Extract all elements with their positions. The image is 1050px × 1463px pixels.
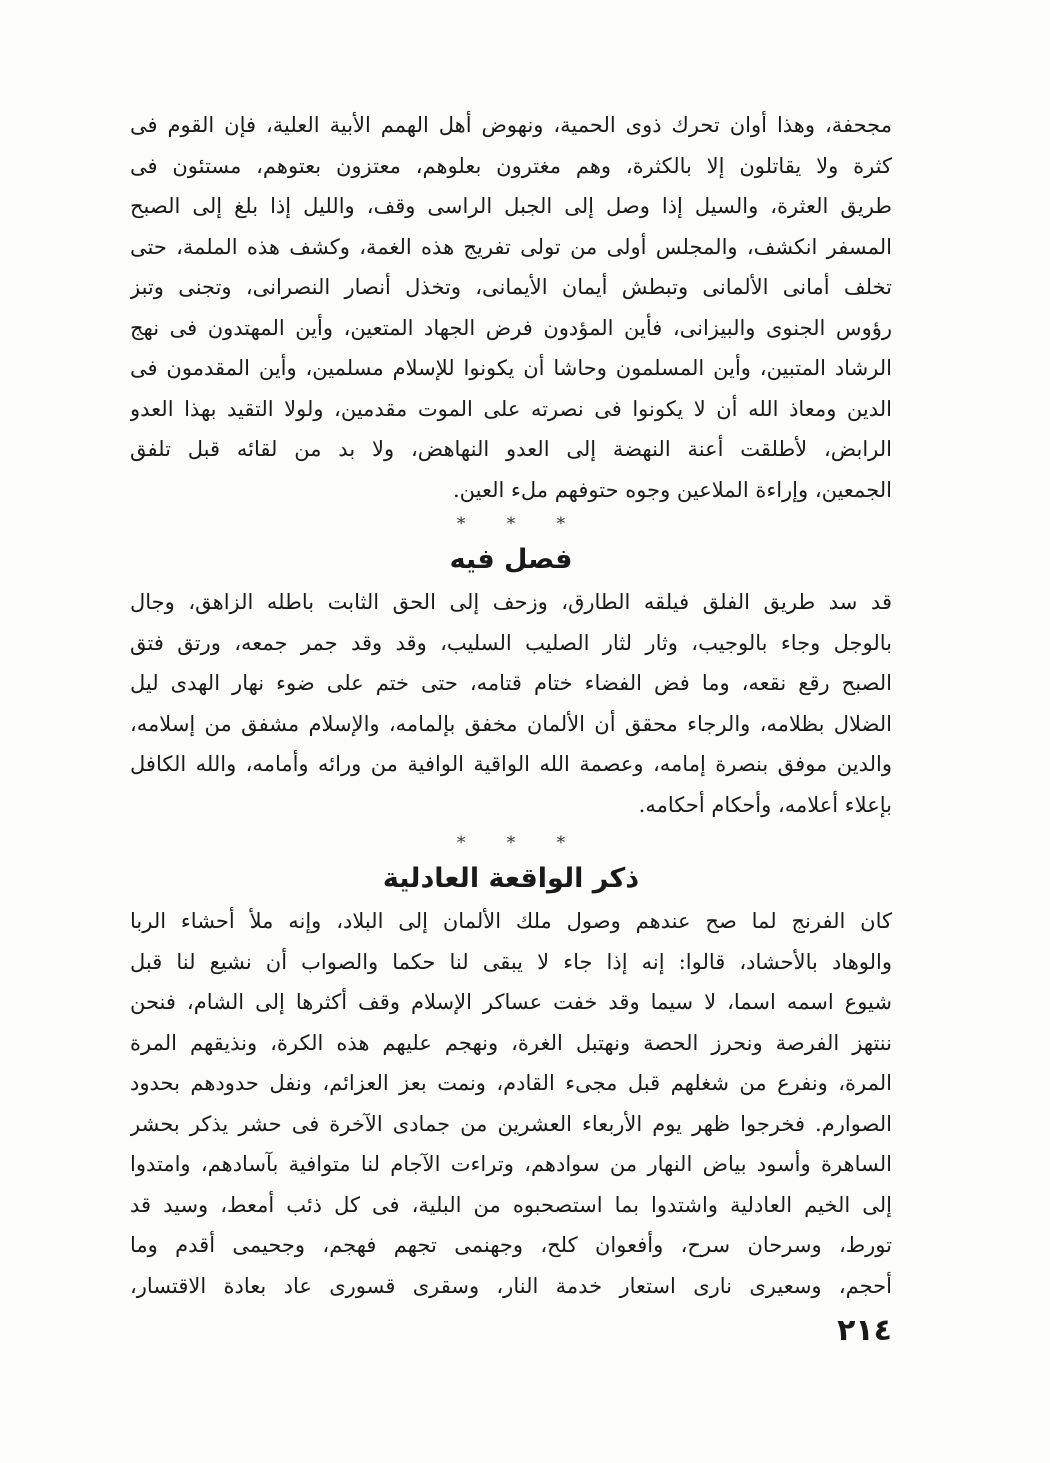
text-line: والدين موفق بنصرة إمامه، وعصمة الله الواقية الوافية من ورائه وأمامه، والله الكافل bbox=[130, 752, 892, 776]
paragraph-2 bbox=[130, 582, 892, 825]
text-line: الرشاد المتبين، وأين المسلمون وحاشا أن يكونوا للإسلام مسلمين، وأين المقدمون فى bbox=[130, 356, 892, 380]
text-line: كثرة ولا يقاتلون إلا بالكثرة، وهم مغترون بعلوهم، معتزون بعتوهم، مستئون فى bbox=[130, 153, 892, 178]
text-line: إلى الخيم العادلية واشتدوا بما استصحبوه من البلية، فى كل ذئب أمعط، وسيد قد bbox=[130, 1192, 892, 1217]
section-separator: * * * bbox=[456, 514, 584, 534]
text-line: أحجم، وسعيرى نارى استعار خدمة النار، وسقرى قسورى عاد بعادة الاقتسار، bbox=[130, 1273, 892, 1298]
text-line: الصوارم. فخرجوا ظهر يوم الأربعاء العشرين من جمادى الآخرة فى حشر يذكر بحشر bbox=[130, 1111, 892, 1136]
text-line: طريق العثرة، والسيل إذا وصل إلى الجبل الراسى وقف، والليل إذا بلغ إلى الصبح bbox=[130, 194, 892, 218]
section-heading: ذكر الواقعة العادلية bbox=[382, 863, 640, 894]
text-line: مجحفة، وهذا أوان تحرك ذوى الحمية، ونهوض أهل الهمم الأبية العلية، فإن القوم فى bbox=[130, 113, 892, 137]
text-line: ننتهز الفرصة ونحرز الحصة ونهتبل الغرة، ونهجم عليهم هذه الكرة، ونذيقهم المرة bbox=[130, 1030, 892, 1055]
text-line: والوهاد بالأحشاد، قالوا: إنه إذا جاء لا يبقى لنا حكما والصواب أن نشيع لنا قبل bbox=[130, 949, 892, 974]
text-line: الضلال بظلامه، والرجاء محقق أن الألمان مخفق بإلمامه، والإسلام مشفق من إسلامه، bbox=[130, 711, 892, 736]
paragraph-3 bbox=[130, 901, 892, 1306]
text-line: تخلف أمانى الألمانى وتبطش أيمان الأيمانى، وتخذل أنصار النصرانى، وتجنى وتبز bbox=[130, 275, 892, 299]
text-line: الساهرة وأسود بياض النهار من سوادهم، وتراءت الآجام لنا متوافية بآسادهم، وامتدوا bbox=[130, 1152, 892, 1176]
section-heading: فصل فيه bbox=[449, 544, 573, 575]
text-line: الصبح رقع نقعه، وما فض الفضاء ختام قتامه، حتى ختم على ضوء نهار الهدى ليل bbox=[130, 671, 892, 695]
text-line: المسفر انكشف، والمجلس أولى من تولى تفريج هذه الغمة، وكشف هذه الملمة، حتى bbox=[130, 234, 892, 259]
text-column bbox=[130, 105, 892, 1306]
text-line: الجمعين، وإراءة الملاعين وجوه حتوفهم ملء العين. bbox=[452, 477, 892, 502]
text-line: قد سد طريق الفلق فيلقه الطارق، وزحف إلى الحق الثابت باطله الزاهق، وجال bbox=[130, 590, 892, 614]
text-line: الدين ومعاذ الله أن لا يكونوا فى نصرته على الموت مقدمين، ولولا التقيد بهذا العدو bbox=[130, 396, 892, 421]
text-line: رؤوس الجنوى والبيزانى، فأين المؤدون فرض الجهاد المتعين، وأين المهتدون فى نهج bbox=[130, 315, 892, 340]
section-separator: * * * bbox=[456, 833, 584, 853]
paragraph-1 bbox=[130, 105, 892, 510]
text-line: شيوع اسمه اسما، لا سيما وقد خفت عساكر الإسلام وقف أكثرها إلى الشام، فنحن bbox=[130, 990, 892, 1014]
text-line: كان الفرنج لما صح عندهم وصول ملك الألمان إلى البلاد، وإنه ملأ أحشاء الربا bbox=[130, 909, 892, 933]
text-line: بإعلاء أعلامه، وأحكام أحكامه. bbox=[638, 792, 892, 817]
text-line: المرة، ونفرع من شغلهم قبل مجىء القادم، ونمت بعز العزائم، ونفل حدودهم بحدود bbox=[130, 1071, 892, 1095]
text-line: بالوجل وجاء بالوجيب، وثار لثار الصليب السليب، وقد وقد جمر جمعه، ورتق فتق bbox=[130, 630, 892, 655]
text-line: تورط، وسرحان سرح، وأفعوان كلح، وجهنمى تجهم فهجم، وجحيمى أقدم وما bbox=[130, 1233, 892, 1257]
text-line: الرابض، لأطلقت أعنة النهضة إلى العدو النهاهض، ولا بد من لقائه قبل تلفق bbox=[130, 437, 892, 461]
page-number: ٢١٤ bbox=[837, 1313, 892, 1348]
